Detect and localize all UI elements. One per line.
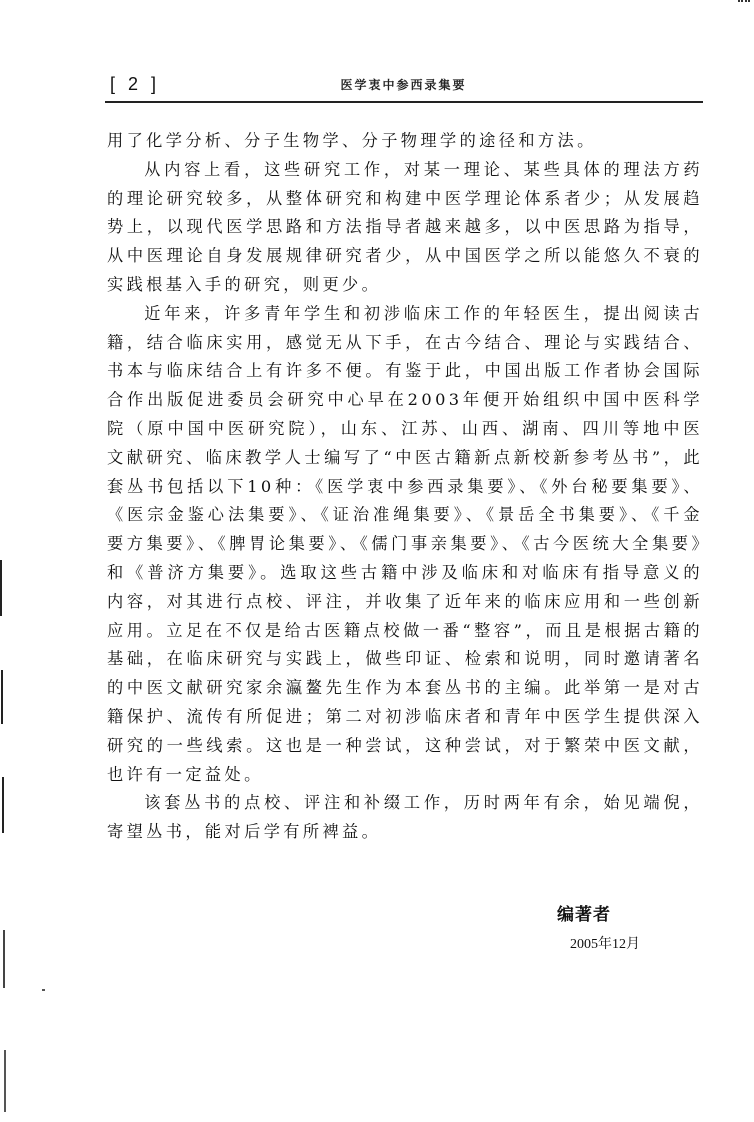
- header-rule: [105, 101, 703, 103]
- signature-author: 编著者: [557, 905, 611, 925]
- scan-edge-mark: [1, 670, 3, 724]
- scan-edge-mark: [3, 930, 5, 988]
- scan-edge-mark: [4, 1050, 6, 1112]
- paragraph-continuation: 用了化学分析、分子生物学、分子物理学的途径和方法。: [107, 131, 597, 150]
- scan-corner-mark: [738, 0, 750, 5]
- preface-body: [107, 127, 703, 847]
- scan-edge-mark: [2, 777, 4, 833]
- scan-edge-mark: [0, 560, 2, 616]
- page-number: [ 2 ]: [110, 74, 161, 94]
- running-title: 医学衷中参西录集要: [340, 78, 467, 92]
- paragraph: 近年来，许多青年学生和初涉临床工作的年轻医生，提出阅读古籍，结合临床实用，感觉无从下手，在古今结合、理论与实践结合、书本与临床结合上有许多不便。有鉴于此，中国出版工作者协会国际合作出版促进委员会研究中心早在2003年便开始组织中国中医科学院（原中国中医研究院），山东、江苏、山西、湖南、四川等地中医文献研究、临床教学人士编写了“中医古籍新点新校新参考丛书”，此套丛书包括以下10种：《医学衷中参西录集要》、《外台秘要集要》、《医宗金鉴心法集要》、《证治准绳集要》、《景岳全书集要》、《千金要方集要》、《脾胃论集要》、《儒门事亲集要》、《古今医统大全集要》和《普济方集要》。选取这些古籍中涉及临床和对临床有指导意义的内容，对其进行点校、评注，并收集了近年来的临床应用和一些创新应用。立足在不仅是给古医籍点校做一番“整容”，而且是根据古籍的基础，在临床研究与实践上，做些印证、检索和说明，同时邀请著名的中医文献研究家余瀛鳌先生作为本套丛书的主编。此举第一是对古籍保护、流传有所促进；第二对初涉临床者和青年中医学生提供深入研究的一些线索。这也是一种尝试，这种尝试，对于繁荣中医文献，也许有一定益处。: [107, 303, 703, 784]
- paragraph: 从内容上看，这些研究工作，对某一理论、某些具体的理法方药的理论研究较多，从整体研究和构建中医学理论体系者少；从发展趋势上，以现代医学思路和方法指导者越来越多，以中医思路为指导，从中医理论自身发展规律研究者少，从中国医学之所以能悠久不衰的实践根基入手的研究，则更少。: [107, 159, 703, 294]
- page-header: [107, 72, 700, 102]
- signature-date: 2005年12月: [570, 937, 640, 952]
- paragraph: 该套丛书的点校、评注和补缀工作，历时两年有余，始见端倪，寄望丛书，能对后学有所裨益。: [107, 793, 703, 842]
- scan-speck: [42, 989, 45, 991]
